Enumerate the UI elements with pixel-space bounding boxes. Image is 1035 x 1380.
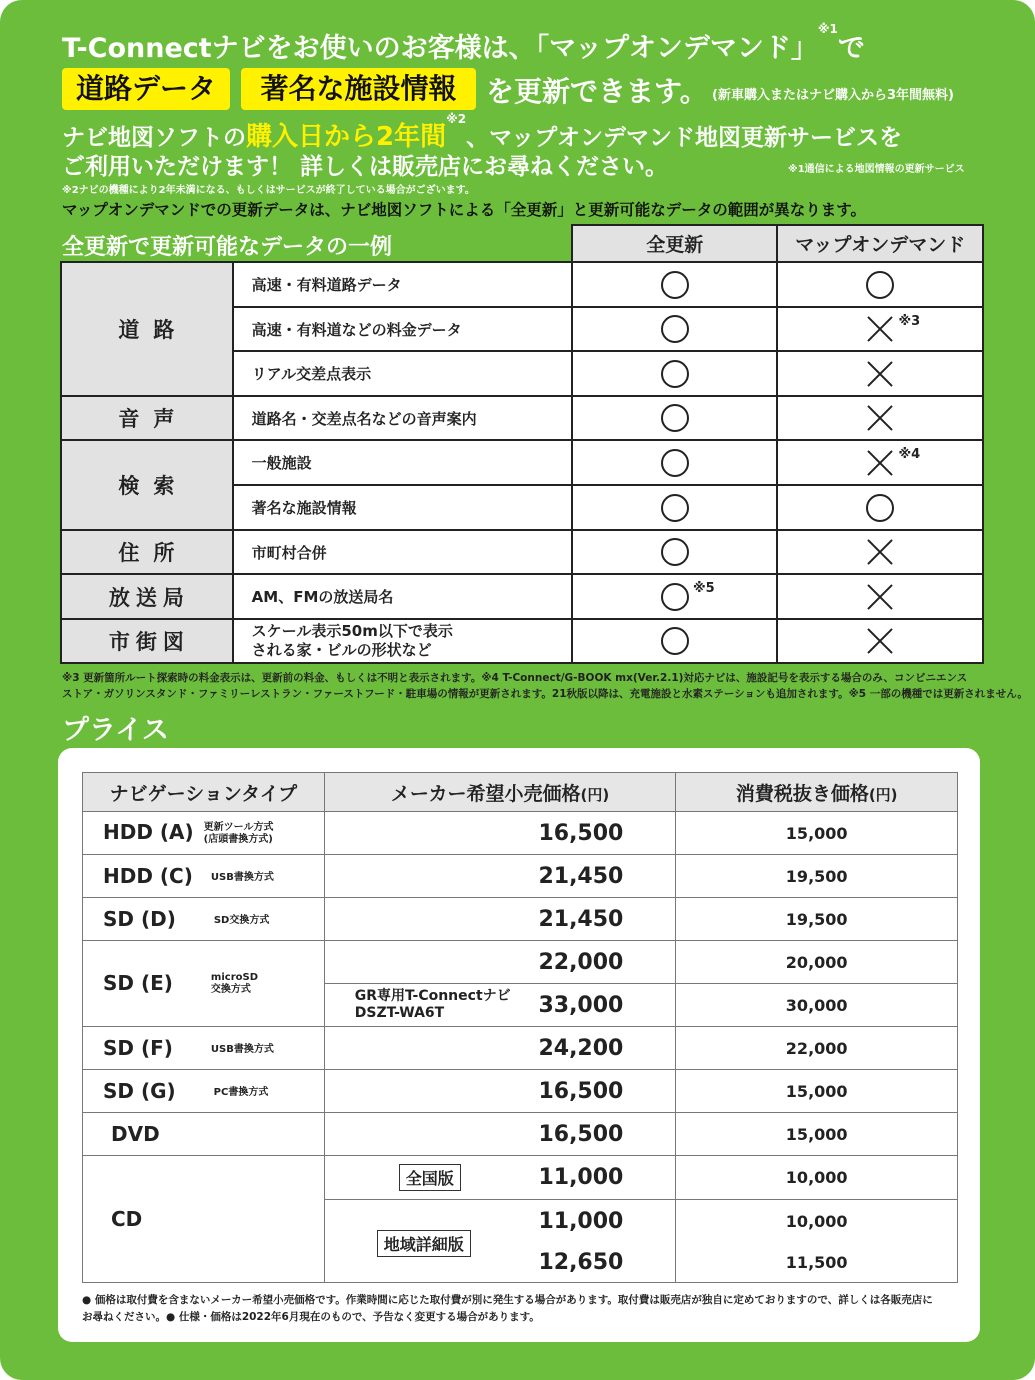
mark-note: ※5 (692, 581, 715, 596)
circle-mark-icon (661, 627, 689, 655)
nav-type (83, 1113, 325, 1156)
retail-price (324, 1156, 676, 1200)
header-line2-note: (新車購入またはナビ購入から3年間無料) (712, 88, 954, 103)
header-line1-sup: ※1 (817, 22, 838, 36)
nav-type-label: SD (E) (103, 970, 173, 995)
circle-mark-icon (661, 583, 689, 611)
item-label (233, 619, 572, 663)
tax-excl-price: 22,000 (676, 1027, 958, 1070)
nav-type (83, 1070, 325, 1113)
circle-mark-icon (661, 404, 689, 432)
mark-full (572, 440, 778, 485)
compare-row (61, 262, 983, 307)
price-row (83, 1027, 958, 1070)
header-line2: を更新できます。 (486, 75, 708, 108)
price-col-tax (676, 773, 958, 812)
retail-price: 16,500 (324, 1113, 676, 1156)
header-line5: マップオンデマンドでの更新データは、ナビ地図ソフトによる「全更新」と更新可能なデータの範囲が異なります。 (62, 201, 866, 219)
nav-type-label: DVD (111, 1122, 160, 1146)
mark-mod (777, 307, 983, 351)
gr-model-label (355, 988, 511, 1022)
circle-mark-icon (866, 271, 894, 299)
retail-price-value: 11,000 (538, 1208, 624, 1234)
category-address: 住所 (61, 530, 233, 574)
price-title: プライス (62, 715, 169, 746)
mark-full (572, 262, 778, 307)
header-line3-b: 購入日から2年間 (246, 122, 447, 152)
retail-price: 12,650 (324, 1243, 676, 1283)
cross-mark-icon (866, 449, 894, 477)
nav-type-label: HDD (C) (103, 864, 193, 888)
header-line1-text: T-Connectナビをお使いのお客様は、「マップオンデマンド」 (62, 33, 818, 64)
compare-footnote2: ストア・ガソリンスタンド・ファミリーレストラン・ファーストフード・駐車場の情報が更新されます。21秋版以降は、充電施設と水素ステーションも追加されます。※5 一部の機種では更新されません。 (62, 688, 1028, 700)
price-row (83, 812, 958, 855)
nav-type-label: SD (D) (103, 907, 176, 931)
price-row (83, 1113, 958, 1156)
compare-title: 全更新で更新可能なデータの一例 (62, 235, 393, 260)
mark-mod (777, 619, 983, 663)
tag-regional-detail: 地域詳細版 (377, 1230, 471, 1257)
compare-row (61, 619, 983, 663)
circle-mark-icon (661, 315, 689, 343)
compare-row (61, 440, 983, 485)
cross-mark-icon (866, 583, 894, 611)
tax-excl-price: 19,500 (676, 855, 958, 898)
nav-type-sub: USB書換方式 (210, 1043, 274, 1055)
price-col-price-label: メーカー希望小売価格 (390, 782, 581, 805)
note2: ※2ナビの機種により2年未満になる、もしくはサービスが終了している場合がございます。 (62, 185, 475, 196)
circle-mark-icon (661, 494, 689, 522)
price-col-type: ナビゲーションタイプ (83, 773, 325, 812)
nav-type-sub2: 交換方式 (210, 984, 251, 996)
item-label: リアル交差点表示 (233, 351, 572, 396)
item-label: 道路名・交差点名などの音声案内 (233, 396, 572, 440)
price-row (83, 898, 958, 941)
compare-header-row (61, 225, 983, 262)
price-col-price-unit: (円) (580, 785, 610, 804)
header-line3-sup: ※2 (446, 112, 467, 126)
item-label: 高速・有料道路データ (233, 262, 572, 307)
category-search: 検索 (61, 440, 233, 530)
price-col-price (324, 773, 676, 812)
cross-mark-icon (866, 315, 894, 343)
price-row (83, 1156, 958, 1200)
tax-excl-price: 10,000 (676, 1156, 958, 1200)
compare-row (61, 396, 983, 440)
nav-type-sub: PC書換方式 (213, 1086, 269, 1098)
nav-type-sub1: microSD (210, 972, 259, 984)
tax-excl-price: 20,000 (676, 941, 958, 984)
tax-excl-price: 30,000 (676, 984, 958, 1027)
tax-excl-price: 15,000 (676, 812, 958, 855)
compare-row (61, 574, 983, 619)
mark-mod (777, 485, 983, 530)
category-road: 道路 (61, 262, 233, 396)
item-label: 一般施設 (233, 440, 572, 485)
retail-price: 16,500 (324, 812, 676, 855)
mark-full (572, 396, 778, 440)
tax-excl-price: 11,500 (676, 1243, 958, 1283)
cross-mark-icon (866, 538, 894, 566)
header-line3-a: ナビ地図ソフトの (62, 125, 246, 151)
nav-type-sub1: 更新ツール方式 (203, 821, 274, 833)
nav-type (83, 855, 325, 898)
circle-mark-icon (866, 494, 894, 522)
circle-mark-icon (661, 449, 689, 477)
item-label-line1: スケール表示50m以下で表示 (251, 622, 453, 640)
cross-mark-icon (866, 404, 894, 432)
nav-type (83, 1156, 325, 1283)
retail-price-value: 33,000 (538, 992, 624, 1018)
nav-type (83, 941, 325, 1027)
circle-mark-icon (661, 360, 689, 388)
category-voice: 音声 (61, 396, 233, 440)
retail-price: 21,450 (324, 898, 676, 941)
retail-price-value: 11,000 (538, 1165, 624, 1190)
tag-national: 全国版 (399, 1164, 461, 1191)
tax-excl-price: 15,000 (676, 1070, 958, 1113)
header-line4: ご利用いただけます！ 詳しくは販売店にお尋ねください。 (62, 154, 669, 180)
cross-mark-icon (866, 627, 894, 655)
item-label: AM、FMの放送局名 (233, 574, 572, 619)
price-header-row (83, 773, 958, 812)
nav-type-label: SD (G) (103, 1079, 176, 1103)
nav-type (83, 812, 325, 855)
mark-note: ※4 (898, 447, 921, 462)
compare-header-spacer (61, 225, 572, 262)
header-line1-end: で (837, 33, 865, 64)
cross-mark-icon (866, 360, 894, 388)
nav-type-sub: USB書換方式 (210, 871, 274, 883)
price-row (83, 941, 958, 984)
tax-excl-price: 15,000 (676, 1113, 958, 1156)
item-label: 高速・有料道などの料金データ (233, 307, 572, 351)
gr-model-label1: GR専用T-Connectナビ (354, 988, 511, 1004)
category-broadcast: 放送局 (61, 574, 233, 619)
nav-type (83, 1027, 325, 1070)
mark-mod (777, 351, 983, 396)
nav-type-label: SD (F) (103, 1036, 173, 1060)
mark-mod (777, 440, 983, 485)
mark-full (572, 485, 778, 530)
retail-price (324, 984, 676, 1027)
nav-type (83, 898, 325, 941)
header-line1 (62, 22, 865, 65)
price-col-tax-unit: (円) (868, 785, 898, 804)
compare-footnote1: ※3 更新箇所ルート探索時の料金表示は、更新前の料金、もしくは不明と表示されます。※4 T-Connect/G-BOOK mx(Ver.2.1)対応ナビは、施設記号を表示する場合のみ、コンビニエンス (62, 672, 968, 684)
mark-mod (777, 396, 983, 440)
price-col-tax-label: 消費税抜き価格 (735, 782, 869, 805)
tag-road-data: 道路データ (62, 68, 230, 110)
nav-type-sub: SD交換方式 (213, 914, 270, 926)
compare-col-full: 全更新 (572, 225, 778, 262)
compare-row (61, 530, 983, 574)
price-row (83, 1070, 958, 1113)
mark-note: ※3 (898, 314, 921, 329)
category-city-map: 市街図 (61, 619, 233, 663)
price-row (83, 855, 958, 898)
tax-excl-price: 10,000 (676, 1200, 958, 1243)
item-label: 市町村合併 (233, 530, 572, 574)
circle-mark-icon (661, 538, 689, 566)
note1: ※1通信による地図情報の更新サービス (788, 164, 965, 175)
item-label: 著名な施設情報 (233, 485, 572, 530)
nav-type-label: CD (111, 1207, 143, 1231)
mark-mod (777, 262, 983, 307)
mark-full (572, 574, 778, 619)
retail-price: 16,500 (324, 1070, 676, 1113)
mark-full (572, 619, 778, 663)
mark-mod (777, 530, 983, 574)
mark-full (572, 351, 778, 396)
gr-model-label2: DSZT-WA6T (354, 1005, 445, 1021)
tag-famous-facilities: 著名な施設情報 (241, 68, 476, 110)
price-table (82, 772, 958, 1283)
compare-table (60, 224, 984, 664)
item-label-line2: される家・ビルの形状など (251, 641, 432, 659)
header-line3-c: 、マップオンデマンド地図更新サービスを (466, 125, 902, 151)
nav-type-label: HDD (A) (103, 820, 194, 845)
nav-type-sub (211, 972, 258, 996)
circle-mark-icon (661, 271, 689, 299)
retail-price: 22,000 (324, 941, 676, 984)
mark-full (572, 530, 778, 574)
price-panel (58, 748, 980, 1342)
nav-type-sub (204, 822, 274, 846)
mark-mod (777, 574, 983, 619)
compare-col-mod: マップオンデマンド (777, 225, 983, 262)
tax-excl-price: 19,500 (676, 898, 958, 941)
retail-price: 24,200 (324, 1027, 676, 1070)
mark-full (572, 307, 778, 351)
retail-price (324, 1200, 676, 1254)
retail-price: 21,450 (324, 855, 676, 898)
nav-type-sub2: (店頭書換方式) (203, 833, 273, 845)
price-footnote2: お尋ねください。● 仕様・価格は2022年6月現在のもので、予告なく変更する場合があります。 (82, 1311, 540, 1323)
price-footnote1: ● 価格は取付費を含まないメーカー希望小売価格です。作業時間に応じた取付費が別に発生する場合があります。取付費は販売店が独自に定めておりますので、詳しくは各販売店に (82, 1294, 933, 1306)
